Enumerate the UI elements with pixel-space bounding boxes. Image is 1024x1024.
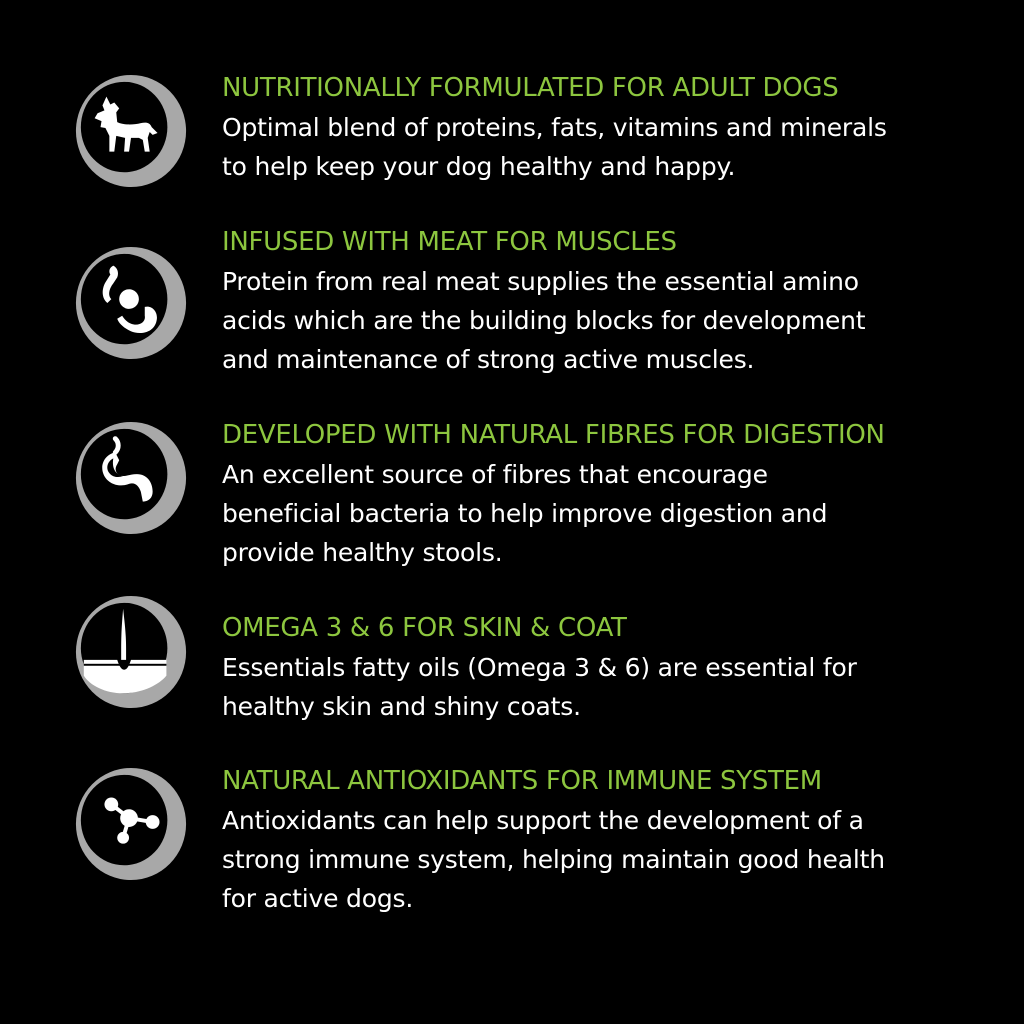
description-line: to help keep your dog healthy and happy.	[222, 152, 736, 181]
stomach-icon	[72, 419, 190, 537]
feature-text	[222, 222, 1012, 379]
feature-description	[222, 262, 1012, 379]
molecule-icon	[72, 765, 190, 883]
feature-heading: NUTRITIONALLY FORMULATED FOR ADULT DOGS	[222, 73, 839, 103]
feature-heading: DEVELOPED WITH NATURAL FIBRES FOR DIGESTION	[222, 420, 885, 450]
feature-text	[222, 68, 1012, 186]
description-line: for active dogs.	[222, 884, 414, 913]
feature-text	[222, 608, 1012, 726]
description-line: provide healthy stools.	[222, 538, 503, 567]
hair-follicle-icon	[72, 593, 190, 711]
description-line: and maintenance of strong active muscles.	[222, 345, 755, 374]
description-line: Antioxidants can help support the development of a	[222, 806, 864, 835]
description-line: strong immune system, helping maintain good health	[222, 845, 885, 874]
feature-description	[222, 648, 1012, 726]
dog-icon	[72, 72, 190, 190]
description-line: beneficial bacteria to help improve digestion and	[222, 499, 828, 528]
feature-text	[222, 761, 1012, 918]
feature-description	[222, 455, 1012, 572]
description-line: An excellent source of fibres that encourage	[222, 460, 768, 489]
description-line: acids which are the building blocks for development	[222, 306, 866, 335]
description-line: Optimal blend of proteins, fats, vitamins and minerals	[222, 113, 887, 142]
description-line: Essentials fatty oils (Omega 3 & 6) are essential for	[222, 653, 857, 682]
feature-description	[222, 108, 1012, 186]
muscle-arm-icon	[72, 244, 190, 362]
feature-heading: INFUSED WITH MEAT FOR MUSCLES	[222, 227, 677, 257]
description-line: Protein from real meat supplies the essential amino	[222, 267, 859, 296]
feature-heading: NATURAL ANTIOXIDANTS FOR IMMUNE SYSTEM	[222, 766, 822, 796]
description-line: healthy skin and shiny coats.	[222, 692, 581, 721]
feature-text	[222, 415, 1012, 572]
feature-heading: OMEGA 3 & 6 FOR SKIN & COAT	[222, 613, 627, 643]
feature-description	[222, 801, 1012, 918]
